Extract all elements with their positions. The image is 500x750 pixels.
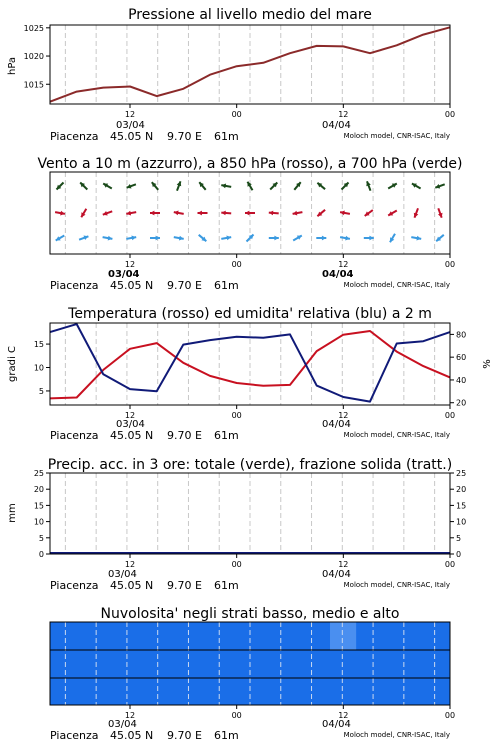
y-tick-label: 10 <box>456 517 467 527</box>
y-tick-label: 20 <box>456 485 467 495</box>
wind-arrow-head <box>274 236 278 241</box>
wind-arrow <box>293 236 302 241</box>
footer-credit: Moloch model, CNR-ISAC, Italy <box>343 281 450 289</box>
wind-arrow <box>57 183 64 190</box>
footer-elevation: 61m <box>214 279 239 292</box>
wind-arrow <box>435 184 444 189</box>
x-tick-label: 12 <box>124 560 136 569</box>
precip-x-ticks <box>125 554 455 569</box>
y-tick-label: 5 <box>38 533 44 543</box>
y-tick-label: 20 <box>456 398 467 408</box>
temp-rh-panel <box>7 306 493 442</box>
wind-arrow <box>293 211 303 216</box>
wind-arrow <box>174 211 184 216</box>
wind-arrow <box>388 184 397 189</box>
precip-panel <box>7 457 466 592</box>
footer-lon: 9.70 E <box>167 130 202 143</box>
precip-gridlines <box>65 473 434 554</box>
wind-arrow <box>199 235 207 241</box>
pressure-x-ticks <box>125 104 455 119</box>
footer-elevation: 61m <box>214 429 239 442</box>
temp-y-label: gradi C <box>7 346 18 382</box>
y-tick-label: 1015 <box>23 80 44 90</box>
pressure-y-label: hPa <box>7 56 18 76</box>
wind-arrow <box>79 236 88 241</box>
footer-lat: 45.05 N <box>110 279 154 292</box>
footer-location: Piacenza <box>50 429 99 442</box>
pressure-title: Pressione al livello medio del mare <box>128 7 372 23</box>
temp-rh-date-1: 03/04 <box>116 419 145 430</box>
wind-arrow <box>127 184 136 189</box>
y-tick-label: 15 <box>456 501 467 511</box>
cloud-x-ticks <box>125 705 455 720</box>
wind-arrow <box>221 211 231 216</box>
x-tick-label: 00 <box>231 560 242 569</box>
y-tick-label: 5 <box>456 533 462 543</box>
footer-location: Piacenza <box>50 130 99 143</box>
wind-arrow <box>366 181 371 190</box>
footer-credit: Moloch model, CNR-ISAC, Italy <box>343 132 450 140</box>
wind-arrow <box>340 211 350 216</box>
x-tick-label: 12 <box>124 110 136 119</box>
y-tick-label: 5 <box>38 386 44 396</box>
x-tick-label: 12 <box>124 711 136 720</box>
x-tick-label: 00 <box>444 110 456 119</box>
wind-arrow <box>317 183 325 189</box>
footer-lat: 45.05 N <box>110 729 154 742</box>
footer-credit: Moloch model, CNR-ISAC, Italy <box>343 581 450 589</box>
y-tick-label: 25 <box>456 469 467 478</box>
cloud-footer <box>50 729 450 742</box>
y-tick-label: 80 <box>456 330 467 340</box>
wind-arrow-head <box>150 211 154 216</box>
x-tick-label: 00 <box>444 711 456 720</box>
wind-arrow <box>126 211 136 216</box>
wind-arrow <box>174 236 184 241</box>
wind-arrow <box>80 183 87 190</box>
x-tick-label: 00 <box>231 260 242 269</box>
footer-elevation: 61m <box>214 130 239 143</box>
x-tick-label: 00 <box>444 260 456 269</box>
y-tick-label: 25 <box>33 469 44 478</box>
x-tick-label: 00 <box>231 110 242 119</box>
footer-credit: Moloch model, CNR-ISAC, Italy <box>343 731 450 739</box>
y-tick-label: 0 <box>456 550 462 559</box>
wind-arrow <box>55 211 65 216</box>
footer-lon: 9.70 E <box>167 729 202 742</box>
wind-arrow <box>198 211 208 216</box>
wind-x-ticks <box>125 254 455 269</box>
temp-rh-date-2: 04/04 <box>322 419 351 430</box>
temp-rh-gridlines <box>65 323 434 405</box>
wind-arrow <box>126 236 136 241</box>
y-tick-label: 60 <box>456 353 467 363</box>
temp-y-ticks <box>34 340 50 396</box>
wind-arrow <box>294 182 300 190</box>
cloud-date-1: 03/04 <box>108 719 137 730</box>
wind-title: Vento a 10 m (azzurro), a 850 hPa (rosso), a 700 hPa (verde) <box>37 156 463 172</box>
footer-elevation: 61m <box>214 729 239 742</box>
wind-date-1: 03/04 <box>108 269 140 280</box>
wind-arrow <box>103 184 112 189</box>
cloud-panel <box>50 606 455 742</box>
wind-arrow <box>317 210 325 216</box>
wind-arrow <box>269 236 279 241</box>
wind-arrow <box>177 181 182 190</box>
wind-arrow <box>103 211 112 216</box>
pressure-date-2: 04/04 <box>322 120 351 131</box>
y-tick-label: 20 <box>33 485 44 495</box>
x-tick-label: 12 <box>338 110 349 119</box>
y-tick-label: 10 <box>33 517 44 527</box>
wind-arrow <box>414 208 419 217</box>
temp-rh-footer <box>50 429 450 442</box>
wind-arrow <box>340 236 350 241</box>
precip-date-1: 03/04 <box>108 569 137 580</box>
y-tick-label: 1025 <box>23 23 44 33</box>
wind-arrow <box>316 236 326 241</box>
cloud-date-2: 04/04 <box>322 719 351 730</box>
precip-y-ticks <box>34 469 50 559</box>
x-tick-label: 00 <box>444 411 456 420</box>
footer-lat: 45.05 N <box>110 130 154 143</box>
wind-arrow <box>364 236 374 241</box>
wind-arrow-head <box>198 211 202 216</box>
wind-arrow <box>56 236 65 241</box>
pressure-footer <box>50 130 450 143</box>
cloud-highlight-cell <box>330 622 356 650</box>
precip-y-label: mm <box>7 503 18 523</box>
precip-date-2: 04/04 <box>322 569 351 580</box>
temp-rh-x-ticks <box>125 405 455 420</box>
footer-lon: 9.70 E <box>167 279 202 292</box>
x-tick-label: 12 <box>124 260 136 269</box>
wind-date-2: 04/04 <box>322 269 354 280</box>
x-tick-label: 12 <box>338 411 349 420</box>
wind-arrow <box>438 208 443 217</box>
x-tick-label: 00 <box>231 711 242 720</box>
footer-lon: 9.70 E <box>167 429 202 442</box>
footer-credit: Moloch model, CNR-ISAC, Italy <box>343 431 450 439</box>
wind-footer <box>50 279 450 292</box>
wind-arrow-head <box>245 211 249 216</box>
x-tick-label: 12 <box>338 560 349 569</box>
wind-arrow <box>199 182 205 190</box>
wind-arrow <box>150 211 160 216</box>
precip-footer <box>50 579 450 592</box>
wind-arrow <box>388 211 397 216</box>
y-tick-label: 15 <box>33 501 44 511</box>
y-tick-label: 40 <box>456 375 467 385</box>
wind-arrow <box>436 235 444 241</box>
wind-panel <box>37 156 462 292</box>
x-tick-label: 00 <box>231 411 242 420</box>
wind-arrow <box>221 236 231 241</box>
temp-rh-title: Temperatura (rosso) ed umidita' relativa (blu) a 2 m <box>68 306 432 322</box>
wind-arrow <box>221 184 231 189</box>
x-tick-label: 00 <box>444 560 456 569</box>
wind-arrow-head <box>322 236 326 241</box>
wind-arrow-head <box>269 211 274 216</box>
y-tick-label: 0 <box>38 550 44 559</box>
pressure-date-1: 03/04 <box>116 120 145 131</box>
y-tick-label: 15 <box>33 340 44 350</box>
precip-title: Precip. acc. in 3 ore: totale (verde), frazione solida (tratt.) <box>47 457 453 473</box>
wind-arrow <box>412 184 421 189</box>
footer-location: Piacenza <box>50 279 99 292</box>
footer-lat: 45.05 N <box>110 429 154 442</box>
pressure-y-ticks <box>24 24 50 89</box>
wind-arrow <box>150 236 160 241</box>
x-tick-label: 12 <box>124 411 136 420</box>
precip-y2-ticks <box>450 469 466 559</box>
wind-arrow <box>411 236 421 241</box>
y-tick-label: 10 <box>33 363 44 373</box>
cloud-title: Nuvolosita' negli strati basso, medio e alto <box>100 606 400 622</box>
footer-lon: 9.70 E <box>167 579 202 592</box>
footer-elevation: 61m <box>214 579 239 592</box>
rh-y-ticks <box>450 330 466 407</box>
rh-y-label: % <box>482 359 493 369</box>
wind-arrow <box>390 234 395 243</box>
footer-location: Piacenza <box>50 579 99 592</box>
wind-arrow <box>365 210 373 216</box>
x-tick-label: 12 <box>338 260 349 269</box>
wind-arrow <box>81 209 86 218</box>
footer-location: Piacenza <box>50 729 99 742</box>
wind-arrow <box>270 183 277 190</box>
y-tick-label: 1020 <box>23 52 44 62</box>
x-tick-label: 12 <box>338 711 349 720</box>
wind-arrow-head <box>221 211 226 216</box>
footer-lat: 45.05 N <box>110 579 154 592</box>
wind-arrow <box>103 236 113 241</box>
wind-arrow <box>269 211 279 216</box>
pressure-panel <box>7 7 455 143</box>
